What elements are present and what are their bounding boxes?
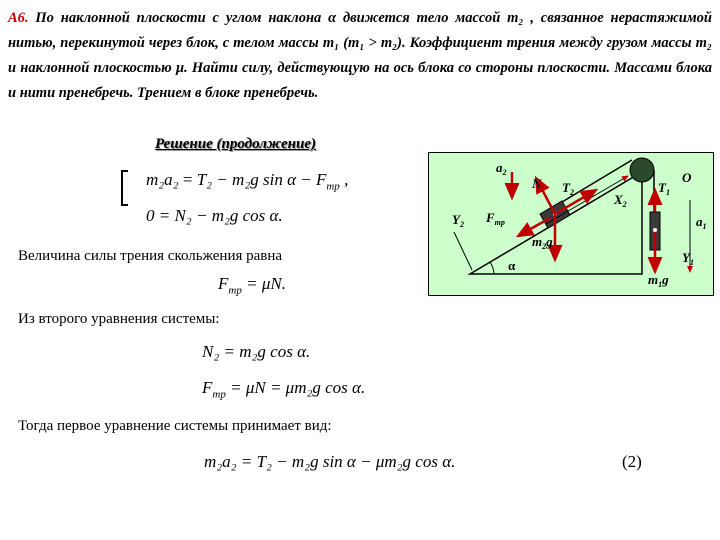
label-alpha: α [508,258,516,273]
eq1-lhs: m₂a₂ [146,170,179,189]
label-Y2: $Y_2$ [452,212,464,229]
label-T2: $T_2$ [562,180,574,197]
ftr-sub: тр [212,388,226,401]
label-Y1: $Y_1$ [682,250,694,267]
n2-equation: N₂ = m₂g cos α. [202,342,311,361]
system-equation-2: 0 = N₂ − m₂g cos α. [146,206,283,225]
problem-text: По наклонной плоскости с углом наклона α движется тело массой m₂ , связанное нерастяжимой нитью, перекинутой через блок, с телом массы m₁ (m₁ > m₂). Коэффициент трения между грузом массы m₂ и наклонной плоскостью μ. Найти силу, действующую на ось блока со стороны плоскости. Массами блока и нити пренебречь. Трением в блоке пренебречь. [8,10,713,101]
eq1-tail: , [344,170,349,189]
label-Ftr: $F_{тр}$ [486,210,505,227]
second-eq-label: Из второго уравнения системы: [18,311,220,327]
label-T1: $T_1$ [658,180,670,197]
eq1-rhs: T₂ − m₂g sin α − F [196,170,327,189]
final-label: Тогда первое уравнение системы принимает вид: [18,418,332,434]
pulley [630,158,654,182]
label-m2g: $m_2g$ [532,234,553,251]
system-equation-1: m₂a₂ = T₂ − m₂g $\sin \alpha - F_{тр}$ , [146,170,349,193]
incline-diagram [428,152,714,296]
final-equation: m₂a₂ = T₂ − m₂g sin α − μm₂g cos α. [204,452,456,471]
label-a2: $a_2$ [496,160,507,177]
equation-number: (2) [622,452,642,471]
label-N: N [532,176,542,191]
label-X2: $X_2$ [614,192,627,209]
ftr-rhs: = μN = μm₂g cos α. [230,378,366,397]
friction-rhs: = μN. [246,274,286,293]
problem-statement [8,6,712,106]
block-m1-center [653,228,657,232]
friction-lhs: F [218,274,229,293]
friction-equation [218,274,286,296]
ftr-equation [202,378,365,400]
friction-label: Величина силы трения скольжения равна [18,248,283,264]
label-a1: $a_1$ [696,214,707,231]
ftr-lhs: F [202,378,213,397]
friction-sub: тр [228,284,242,297]
label-m1g: $m_1g$ [648,272,669,289]
eq1-sub: тр [326,180,340,193]
solution-title: Решение (продолжение) [155,136,316,152]
label-O: O [682,170,692,185]
problem-number: А6. [8,10,29,26]
system-brace [118,170,130,206]
